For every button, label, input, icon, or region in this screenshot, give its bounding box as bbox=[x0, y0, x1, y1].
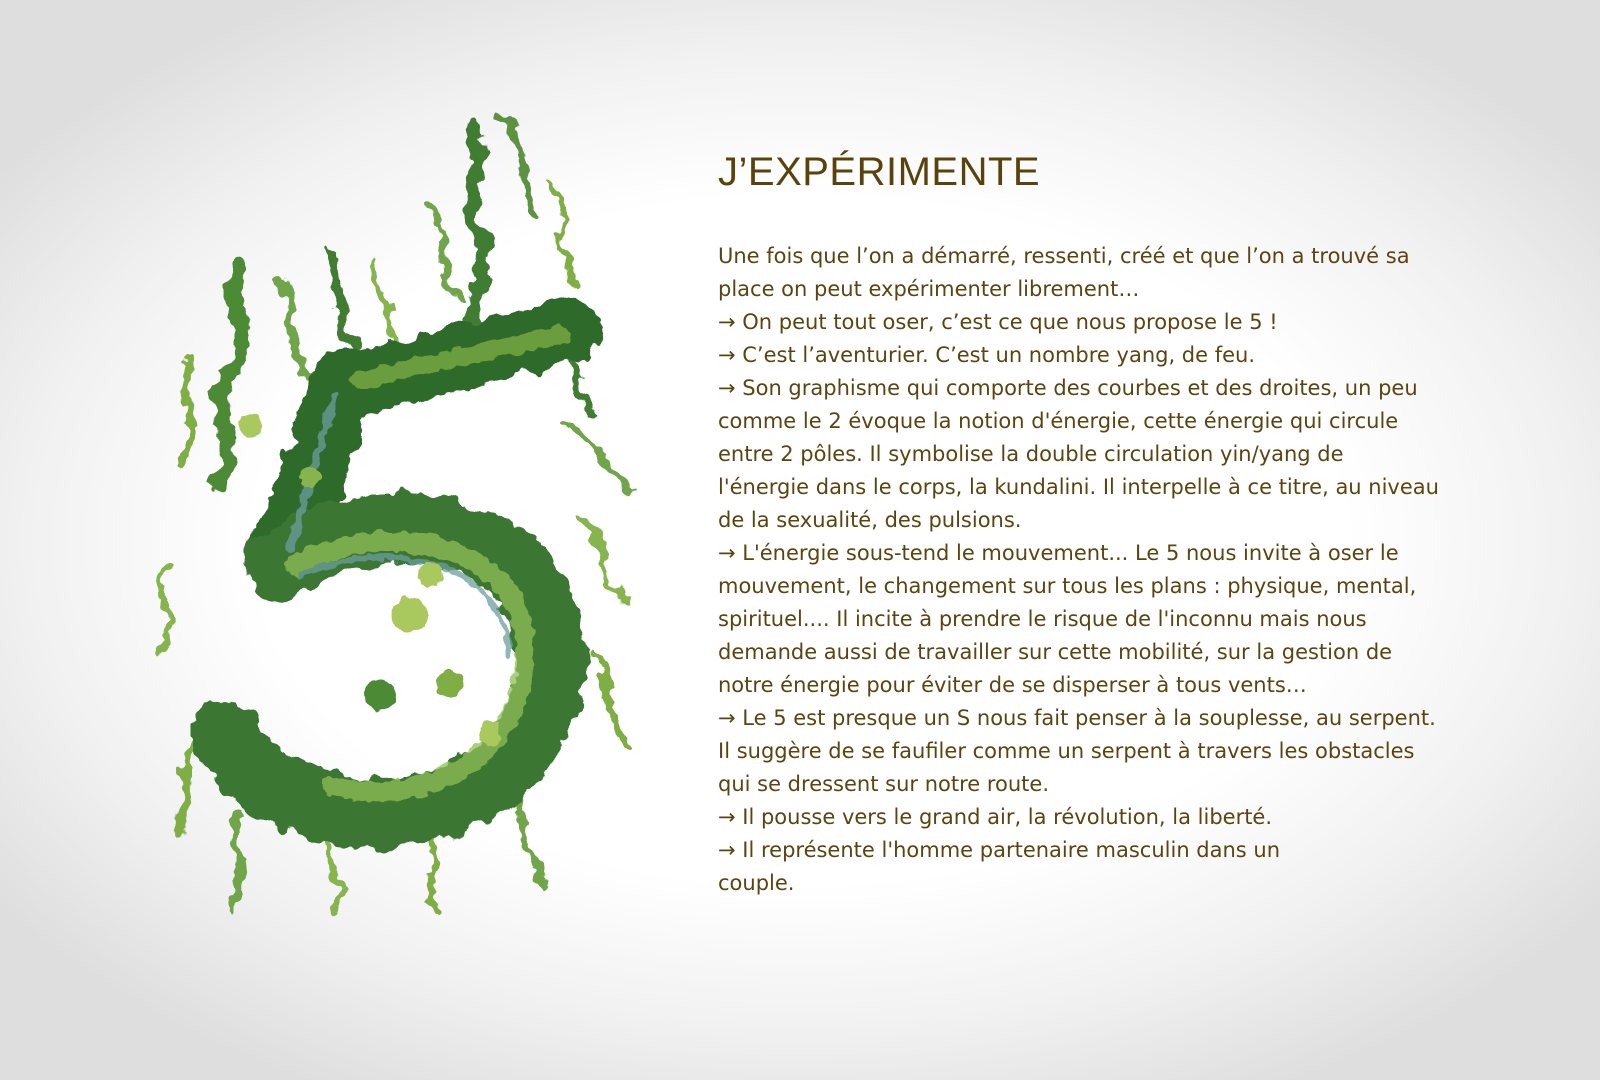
body-line: comme le 2 évoque la notion d'énergie, cette énergie qui circule bbox=[718, 409, 1399, 433]
body-line: → Il représente l'homme partenaire masculin dans un bbox=[718, 838, 1281, 862]
page-title: J’EXPÉRIMENTE bbox=[718, 150, 1041, 194]
body-line: qui se dressent sur notre route. bbox=[718, 772, 1050, 796]
seaweed-number-five-illustration bbox=[130, 95, 650, 925]
body-line: couple. bbox=[718, 871, 795, 895]
body-line: entre 2 pôles. Il symbolise la double circulation yin/yang de bbox=[718, 442, 1344, 466]
body-line: → Son graphisme qui comporte des courbes et des droites, un peu bbox=[718, 376, 1418, 400]
body-line: → On peut tout oser, c’est ce que nous propose le 5 ! bbox=[718, 310, 1278, 334]
five-shape bbox=[225, 330, 570, 813]
body-line: notre énergie pour éviter de se disperser à tous vents… bbox=[718, 673, 1307, 697]
body-line: → Il pousse vers le grand air, la révolution, la liberté. bbox=[718, 805, 1273, 829]
article-body bbox=[718, 240, 1508, 900]
body-line: spirituel.... Il incite à prendre le risque de l'inconnu mais nous bbox=[718, 607, 1367, 631]
body-line: → Le 5 est presque un S nous fait penser à la souplesse, au serpent. bbox=[718, 706, 1436, 730]
body-line: → L'énergie sous-tend le mouvement... Le 5 nous invite à oser le bbox=[718, 541, 1399, 565]
article bbox=[718, 150, 1508, 900]
body-line: Il suggère de se faufiler comme un serpent à travers les obstacles bbox=[718, 739, 1415, 763]
body-line: l'énergie dans le corps, la kundalini. Il interpelle à ce titre, au niveau bbox=[718, 475, 1439, 499]
body-line: → C’est l’aventurier. C’est un nombre yang, de feu. bbox=[718, 343, 1256, 367]
number-five-artwork bbox=[130, 95, 650, 925]
body-line: demande aussi de travailler sur cette mobilité, sur la gestion de bbox=[718, 640, 1393, 664]
body-line: de la sexualité, des pulsions. bbox=[718, 508, 1022, 532]
body-line: mouvement, le changement sur tous les plans : physique, mental, bbox=[718, 574, 1417, 598]
body-line: place on peut expérimenter librement… bbox=[718, 277, 1140, 301]
body-line: Une fois que l’on a démarré, ressenti, créé et que l’on a trouvé sa bbox=[718, 244, 1410, 268]
